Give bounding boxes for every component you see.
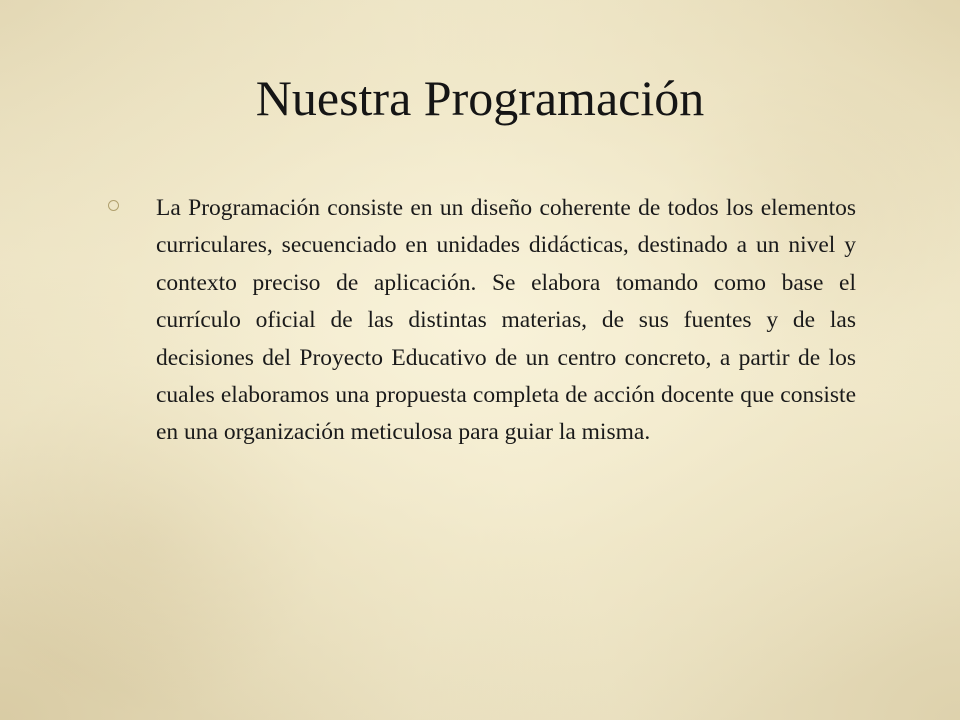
bullet-text: La Programación consiste en un diseño coherente de todos los elementos curriculares, secuenciado en unidades didácticas, destinado a un nivel y contexto preciso de aplicación. Se elabora tomando como base el currículo oficial de las distintas materias, de sus fuentes y de las decisiones del Proyecto Educativo de un centro concreto, a partir de los cuales elaboramos una propuesta completa de acción docente que consiste en una organización meticulosa para guiar la misma. bbox=[156, 195, 856, 446]
bullet-circle-icon bbox=[108, 200, 119, 211]
slide-title: Nuestra Programación bbox=[255, 70, 705, 126]
slide-body bbox=[108, 190, 856, 452]
